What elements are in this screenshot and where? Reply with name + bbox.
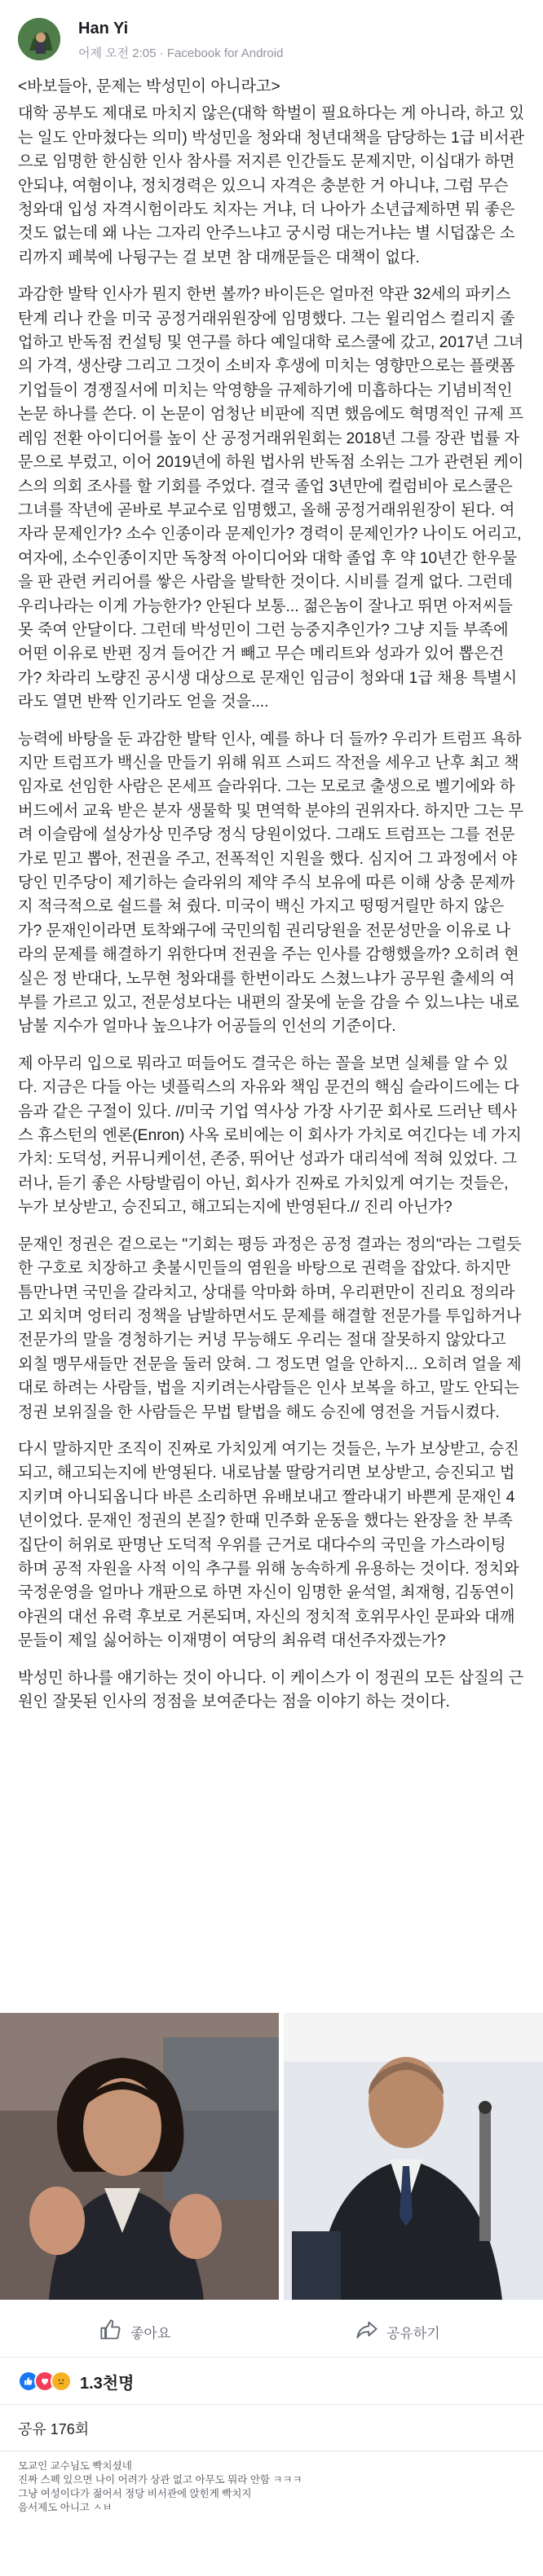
- like-button[interactable]: [99, 2318, 170, 2345]
- reaction-count[interactable]: 1.3천명: [80, 2374, 135, 2393]
- photo-woman-speaking[interactable]: [0, 2013, 279, 2300]
- comment-item: [18, 2459, 525, 2473]
- share-button[interactable]: [355, 2318, 440, 2345]
- action-bar: [0, 2306, 543, 2358]
- post-source: Facebook for Android: [166, 46, 284, 60]
- photo-man-podium[interactable]: [284, 2013, 543, 2300]
- comment-text: 진짜 스펙 있으면 나이 어려가 상관 없고 아무도 뭐라 안함 ㅋㅋㅋ: [18, 2474, 302, 2486]
- comment-text: 그냥 여성이다가 젊어서 정당 비서관에 앉힌게 빡치지: [18, 2488, 252, 2499]
- post-paragraph: 박성민 하나를 얘기하는 것이 아니다. 이 케이스가 이 정권의 모든 삽질의 근원인 잘못된 인사의 정점을 보여준다는 점을 이야기 하는 것이다.: [18, 1669, 524, 1711]
- comment-text: 음서제도 아니고 ㅅㅂ: [18, 2502, 113, 2513]
- share-count-row: [0, 2404, 543, 2451]
- post-paragraph: 제 아무리 입으로 뭐라고 떠들어도 결국은 하는 꼴을 보면 실체를 알 수 있다. 지금은 다들 아는 넷플릭스의 자유와 책임 문건의 핵심 슬라이드에는 다음과 같은 구절이 있다. //미국 기업 역사상 가장 사기꾼 회사로 드러난 텍사스 휴스턴의 엔론(Enron) 사옥 로비에는 이 회사가 가치로 여긴다는 네 가지 가치: 도덕성, 커뮤니케이션, 존중, 뛰어난 성과가 대리석에 적혀 있었다. 그러나, 듣기 좋은 사탕발림이 아닌, 회사가 진짜로 가치있게 여기는 것들은, 누가 보상받고, 승진되고, 해고되는지에 반영된다.// 진리 아닌가?: [18, 1055, 522, 1217]
- post-paragraph: 대학 공부도 제대로 마치지 않은(대학 학벌이 필요하다는 게 아니라, 하고 있는 일도 안마쳤다는 의미) 박성민을 청와대 청년대책을 담당하는 1급 비서관으로 임명한 한심한 인사 참사를 저지른 인간들도 문제지만, 이십대가 하면 안되냐, 여혐이냐, 정치경력은 있으니 자격은 충분한 거 아니냐, 그럼 무슨 청와대 입성 자격시험이라도 치자는 거냐, 더 나아가 소년급제하면 뭐 좋은 것도 없는데 왜 나는 그자리 안주느냐고 궁시렁 대는거냐는 별 시덥잖은 소리까지 페북에 나뒹구는 걸 보면 참 대깨문들은 대책이 없다.: [18, 105, 525, 266]
- reactions-summary[interactable]: [18, 2365, 134, 2398]
- author-avatar[interactable]: [18, 18, 60, 60]
- comment-item: [18, 2501, 525, 2515]
- meta-separator: ·: [159, 46, 167, 60]
- post-body: [18, 75, 525, 1727]
- post-photos: [0, 2013, 543, 2300]
- post-headline: <바보들아, 문제는 박성민이 아니라고>: [18, 78, 280, 95]
- post-header: [0, 0, 543, 75]
- share-count[interactable]: 공유 176회: [18, 2421, 90, 2437]
- post-time[interactable]: 어제 오전 2:05: [78, 46, 157, 60]
- comment-item: [18, 2473, 525, 2487]
- author-name[interactable]: Han Yi: [78, 20, 129, 37]
- comment-text: 모교인 교수님도 빡치셨네: [18, 2460, 132, 2472]
- post-paragraph: 능력에 바탕을 둔 과감한 발탁 인사, 예를 하나 더 들까? 우리가 트럼프 욕하지만 트럼프가 백신을 만들기 위해 워프 스피드 작전을 세우고 난후 최고 책임자로 선임한 사람은 몬세프 슬라위다. 그는 모로코 출생으로 벨기에와 하버드에서 교육 받은 분자 생물학 및 면역학 분야의 권위자다. 하지만 그는 무려 이슬람에 설상가상 민주당 정식 당원이었다. 그래도 트럼프는 그를 전문가로 믿고 뽑아, 전권을 주고, 전폭적인 지원을 했다. 심지어 그 과정에서 야당인 민주당이 제기하는 슬라위의 제약 주식 보유에 따른 이해 상충 문제까지 적극적으로 쉴드를 쳐 줬다. 미국이 백신 가지고 떵떵거릴만 하지 않은가? 문재인이라면 토착왜구에 국민의힘 권리당원을 전문성만을 이유로 나라의 문제를 해결하기 위한다며 전권을 주는 인사를 감행했을까? 오히려 현실은 정 반대다, 노무현 청와대를 한번이라도 스쳤느냐가 공무원 출세의 여부를 가르고 있고, 전문성보다는 내편의 잘못에 눈을 감을 수 있느냐는 내로남불 지수가 얼마나 높으냐가 어공들의 인선의 기준이다.: [18, 730, 524, 1036]
- post-paragraph: 과감한 발탁 인사가 뭔지 한번 볼까? 바이든은 얼마전 약관 32세의 파키스탄계 리나 칸을 미국 공정거래위원장에 임명했다. 그는 윌리엄스 컬리지 졸업하고 반독점 컨설팅 및 연구를 하다 예일대학 로스쿨에 갔고, 2017년 그녀의 가격, 생산량 그리고 그것이 소비자 후생에 미치는 영향만으로는 플랫폼 기업들이 경쟁질서에 미치는 악영향을 규제하기에 미흡하다는 기념비적인 논문 하나를 쓴다. 이 논문이 엄청난 비판에 직면 했음에도 혁명적인 규제 프레임 전환 아이디어를 높이 산 공정거래위원회는 2018년 그를 장관 법률 자문으로 부렀고, 이어 2019년에 하원 법사위 반독점 소위는 그가 관련된 케이스의 의회 조사를 할 기회를 주었다. 결국 졸업 3년만에 컬럼비아 로스쿨은 그녀를 작년에 곧바로 부교수로 임명했고, 올해 공정거래위원장이 된다. 여자라 문제인가? 소수 인종이라 문제인가? 경력이 문제인가? 나이도 어리고, 여자에, 소수인종이지만 독창적 아이디어와 대학 졸업 후 약 10년간 한우물을 판 관련 커리어를 쌓은 사람을 발탁한 것이다. 시비를 걸게 없다. 그런데 우리나라는 이게 가능한가? 안된다 보통... 젊은놈이 잘나고 뛰면 아저씨들 못 죽여 안달이다. 그런데 박성민이 그런 능중지추인가? 그냥 지들 부족에 어떤 이유로 반편 징겨 들어간 거 빼고 무슨 메리트와 성과가 있어 뽑은건가? 차라리 노량진 공시생 대상으로 문재인 임금이 청와대 1급 채용 특별시라도 열면 반짝 인기라도 얻을 것을....: [18, 286, 524, 711]
- comment-item: [18, 2487, 525, 2501]
- post-meta: [78, 44, 283, 61]
- share-arrow-icon: [355, 2318, 378, 2345]
- comments-section: [18, 2459, 525, 2515]
- share-label: 공유하기: [386, 2325, 440, 2341]
- post-paragraph: 다시 말하지만 조직이 진짜로 가치있게 여기는 것들은, 누가 보상받고, 승진되고, 해고되는지에 반영된다. 내로남불 딸랑거리면 보상받고, 승진되고 법지키며 아니되옵니다 바른 소리하면 유배보내고 짤라내기 바쁜게 문재인 4년이었다. 문재인 정권의 본질? 한때 민주화 운동을 했다는 완장을 찬 부족집단이 허위로 판명난 도덕적 우위를 근거로 대다수의 국민을 가스라이팅 하며 공적 자원을 사적 이익 추구를 위해 농속하게 유용하는 것이다. 정치와 국정운영을 얼마나 개판으로 하면 자신이 임명한 윤석열, 최재형, 김동연이 야권의 대선 유력 후보로 거론되며, 자신의 정치적 호위무사인 문파와 대깨문들이 제일 싫어하는 이재명이 여당의 최유력 대선주자겠는가?: [18, 1440, 519, 1650]
- sad-reaction-icon: [51, 2371, 72, 2392]
- like-label: 좋아요: [130, 2325, 171, 2341]
- post-paragraph: 문재인 정권은 겉으로는 "기회는 평등 과정은 공정 결과는 정의"라는 그럴듯한 구호로 치장하고 촛불시민들의 염원을 바탕으로 권력을 잡았다. 하지만 틈만나면 국민을 갈라치고, 상대를 악마화 하며, 우리편만이 진리요 정의라고 외치며 엉터리 정책을 남발하면서도 문제를 해결할 전문가를 투입하거나 전문가의 말을 경청하기는 커녕 무능해도 우리는 절대 잘못하지 않았다고 외칠 맹무새들만 전문을 둘러 앉혀. 그 정도면 얼을 안하지... 오히려 얼을 제대로 하려는 사람들, 법을 지키려는사람들은 인사 보복을 하고, 말도 안되는 정권 보위질을 한 사람들은 무법 탈법을 해도 승진에 영전을 거듭시켰다.: [18, 1235, 522, 1421]
- thumbs-up-icon: [99, 2318, 122, 2345]
